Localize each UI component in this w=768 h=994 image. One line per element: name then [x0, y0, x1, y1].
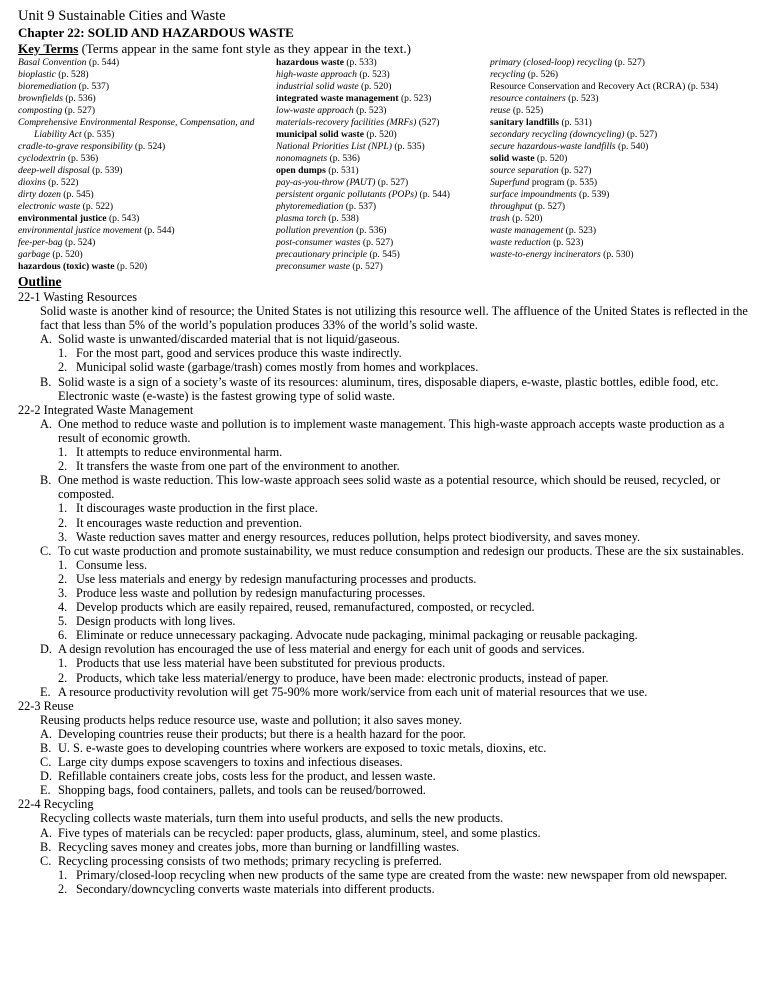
outline-paragraph: Reusing products helps reduce resource use, waste and pollution; it also saves money.: [40, 712, 462, 727]
key-term: [490, 237, 754, 249]
outline-marker: 1.: [58, 557, 68, 572]
outline-text: Solid waste is a sign of a society’s waste of its resources: aluminum, tires, disposable diapers, e-waste, plastic bottles, edible food, etc. Electronic waste (e-waste) is the fastest growing type of solid waste.: [58, 374, 719, 403]
key-term-name: waste management: [490, 225, 564, 236]
outline-text: Developing countries reuse their products; but there is a health hazard for the poor.: [58, 726, 466, 741]
outline-item: [18, 375, 754, 403]
outline-marker: A.: [40, 332, 52, 347]
key-term-page: (p. 536): [327, 153, 360, 164]
outline-marker: A.: [40, 825, 52, 840]
key-term-page: (p. 537): [343, 201, 377, 212]
outline-section-heading: 22-4 Recycling: [18, 797, 94, 812]
outline-item: [18, 854, 754, 868]
key-term-name: sanitary landfills: [490, 117, 560, 128]
key-term-page: (p. 522): [45, 177, 79, 188]
outline-marker: D.: [40, 769, 52, 784]
key-term-page: (p. 531): [325, 165, 359, 176]
key-term: [18, 117, 276, 129]
key-term-name: hazardous (toxic) waste: [18, 261, 115, 272]
key-term-page: (p. 533): [343, 57, 377, 68]
outline-text: To cut waste production and promote sustainability, we must reduce consumption and redesign our products. These are the six sustainables.: [58, 543, 744, 558]
document-page: [18, 8, 754, 896]
outline-subitem: [18, 671, 754, 685]
key-term: [276, 117, 490, 129]
key-term-page: (p. 530): [600, 249, 634, 260]
key-term-name: composting: [18, 105, 63, 116]
outline-text: It attempts to reduce environmental harm.: [76, 445, 283, 460]
key-term-name: primary (closed-loop) recycling: [490, 57, 613, 68]
key-term: [490, 57, 754, 69]
outline-text: Solid waste is unwanted/discarded material that is not liquid/gaseous.: [58, 332, 400, 347]
outline-marker: 1.: [58, 445, 68, 460]
key-term: [276, 237, 490, 249]
key-term: [276, 69, 490, 81]
key-term-name: National Priorities List (NPL): [276, 141, 392, 152]
outline-marker: 2.: [58, 670, 68, 685]
key-term-page: (p. 520): [49, 249, 83, 260]
key-term-name: bioplastic: [18, 69, 56, 80]
outline-marker: B.: [40, 839, 52, 854]
outline-marker: 5.: [58, 614, 68, 629]
outline-text: Municipal solid waste (garbage/trash) comes mostly from homes and workplaces.: [76, 360, 479, 375]
outline-subitem: [18, 586, 754, 600]
key-term-name: pollution prevention: [276, 225, 354, 236]
key-term-name: materials-recovery facilities (MRFs): [276, 117, 417, 128]
outline-subitem: [18, 882, 754, 896]
key-term-name: deep-well disposal: [18, 165, 90, 176]
key-term-name: recycling: [490, 69, 526, 80]
key-term-page: (p. 539): [89, 165, 123, 176]
key-term-name: cyclodextrin: [18, 153, 66, 164]
key-term-name: precautionary principle: [276, 249, 368, 260]
key-term-name: persistent organic pollutants (POPs): [276, 189, 418, 200]
key-term: [276, 93, 490, 105]
key-term-name: waste-to-energy incinerators: [490, 249, 601, 260]
key-term-page: (p. 527): [360, 237, 394, 248]
key-term-page: (p. 527): [375, 177, 409, 188]
key-term: [18, 57, 276, 69]
outline-subitem: [18, 600, 754, 614]
key-term: [18, 69, 276, 81]
outline-text: One method is waste reduction. This low-waste approach sees solid waste as a potential resource, which should be reused, recycled, or composted.: [58, 473, 721, 502]
key-term: [18, 189, 276, 201]
outline-marker: 6.: [58, 628, 68, 643]
outline-marker: B.: [40, 741, 52, 755]
key-term: [18, 261, 276, 273]
key-term: [18, 237, 276, 249]
key-term: [276, 225, 490, 237]
key-term: [18, 201, 276, 213]
key-term-page: (p. 523): [398, 93, 432, 104]
key-term-name: open dumps: [276, 165, 326, 176]
outline-section-heading: 22-1 Wasting Resources: [18, 290, 137, 304]
key-term: [276, 261, 490, 273]
key-term-page: (p. 520): [358, 81, 392, 92]
key-term-page: (p. 536): [65, 153, 99, 164]
key-term-page: (p. 535): [81, 129, 115, 140]
outline-marker: E.: [40, 684, 51, 699]
key-term-name: bioremediation: [18, 81, 77, 92]
key-term-page: (p. 527): [558, 165, 592, 176]
outline-marker: 2.: [58, 360, 68, 375]
outline-marker: B.: [40, 374, 52, 389]
outline-marker: C.: [40, 755, 52, 770]
outline-subitem: [18, 868, 754, 882]
key-term-name: dioxins: [18, 177, 46, 188]
outline-subitem: [18, 530, 754, 544]
key-term: [490, 249, 754, 261]
outline-text: Design products with long lives.: [76, 614, 236, 629]
outline-marker: E.: [40, 783, 51, 798]
key-term-page: (p. 537): [76, 81, 110, 92]
key-term: [276, 153, 490, 165]
key-term-name: cradle-to-grave responsibility: [18, 141, 133, 152]
outline-item: [18, 417, 754, 445]
key-term: [490, 213, 754, 225]
key-term-name: Liability Act: [34, 129, 82, 140]
key-term: [490, 165, 754, 177]
outline-text: Secondary/downcycling converts waste materials into different products.: [76, 881, 435, 896]
outline-marker: 1.: [58, 346, 68, 361]
outline-marker: 1.: [58, 656, 68, 671]
outline-subitem: [18, 628, 754, 642]
key-term: [276, 177, 490, 189]
key-terms-label: Key Terms: [18, 41, 79, 56]
key-term: [276, 165, 490, 177]
key-term-page: (p. 535): [391, 141, 425, 152]
key-term: [490, 153, 754, 165]
key-term-name: phytoremediation: [276, 201, 344, 212]
outline-paragraph: Solid waste is another kind of resource; the United States is not utilizing this resource well. The affluence of the United States is reflected in the fact that less than 5% of the world’s population produces 33% of the world’s solid waste.: [40, 304, 748, 333]
outline-marker: A.: [40, 416, 52, 431]
key-term: [18, 165, 276, 177]
outline-body: [18, 290, 754, 896]
key-term: [18, 141, 276, 153]
outline-item: [18, 826, 754, 840]
outline-text: Five types of materials can be recycled: paper products, glass, aluminum, steel, and some plastics.: [58, 825, 541, 840]
key-term-page: (p. 523): [353, 105, 387, 116]
outline-marker: B.: [40, 473, 52, 488]
key-term-name: source separation: [490, 165, 559, 176]
key-term: [18, 249, 276, 261]
outline-text: Consume less.: [76, 557, 148, 572]
key-term-page: (p. 540): [615, 141, 649, 152]
key-term-page: (p. 520): [363, 129, 397, 140]
outline-item: [18, 642, 754, 656]
outline-subitem: [18, 445, 754, 459]
outline-text: Develop products which are easily repaired, reused, remanufactured, composted, or recycled.: [76, 600, 535, 615]
outline-text: A resource productivity revolution will get 75-90% more work/service from each unit of material resources that we use.: [58, 684, 648, 699]
chapter-title: Chapter 22: SOLID AND HAZARDOUS WASTE: [18, 25, 294, 40]
key-term: [18, 129, 276, 141]
key-term-name: high-waste approach: [276, 69, 357, 80]
outline-text: Products, which take less material/energy to produce, have been made: electronic products, instead of paper.: [76, 670, 609, 685]
key-term-page: (p. 527): [350, 261, 383, 272]
key-term: [276, 105, 490, 117]
key-term-page: (p. 543): [106, 213, 140, 224]
outline-marker: 2.: [58, 515, 68, 530]
key-term-page: program (p. 535): [529, 177, 598, 188]
key-term: [276, 141, 490, 153]
outline-item: [18, 544, 754, 558]
key-terms-heading: [18, 41, 754, 56]
key-term: [490, 81, 754, 93]
key-term: [18, 177, 276, 189]
key-term-page: (p. 523): [563, 225, 597, 236]
key-terms-column-2: [276, 57, 490, 273]
outline-text: Refillable containers create jobs, costs less for the product, and lessen waste.: [58, 769, 436, 784]
key-term: [18, 81, 276, 93]
key-terms-column-3: [490, 57, 754, 273]
outline-subitem: [18, 501, 754, 515]
key-term: [490, 189, 754, 201]
key-term-name: Resource Conservation and Recovery Act (RCRA): [490, 81, 686, 92]
key-term-page: (p. 528): [55, 69, 89, 80]
outline-text: Recycling processing consists of two methods; primary recycling is preferred.: [58, 853, 442, 868]
key-term: [18, 225, 276, 237]
key-term: [490, 141, 754, 153]
key-term-page: (p. 539): [576, 189, 610, 200]
key-term: [490, 69, 754, 81]
key-term-page: (p. 527): [612, 57, 645, 68]
outline-text: Primary/closed-loop recycling when new products of the same type are created from the waste: new newspaper from old newspaper.: [76, 867, 728, 882]
key-term-name: secure hazardous-waste landfills: [490, 141, 616, 152]
outline-item: [18, 741, 754, 755]
outline-item: [18, 840, 754, 854]
outline-text: It transfers the waste from one part of the environment to another.: [76, 459, 400, 474]
key-term-page: (p. 527): [62, 105, 96, 116]
outline-subitem: [18, 572, 754, 586]
key-term-page: (p. 526): [525, 69, 559, 80]
outline-subitem: [18, 360, 754, 374]
key-term: [276, 213, 490, 225]
outline-marker: 1.: [58, 501, 68, 516]
key-term-name: solid waste: [490, 153, 535, 164]
outline-item: [18, 783, 754, 797]
key-term: [490, 93, 754, 105]
outline-item: [18, 332, 754, 346]
key-term-page: (p. 520): [534, 153, 568, 164]
unit-title: Unit 9 Sustainable Cities and Waste: [18, 8, 226, 24]
outline-marker: 2.: [58, 459, 68, 474]
outline-section-heading: 22-3 Reuse: [18, 698, 74, 713]
key-term-page: (p. 520): [509, 213, 543, 224]
key-term-page: (p. 524): [132, 141, 166, 152]
key-term-name: environmental justice movement: [18, 225, 142, 236]
outline-marker: 3.: [58, 585, 68, 600]
key-term-name: electronic waste: [18, 201, 81, 212]
key-term: [490, 225, 754, 237]
outline-text: Use less materials and energy by redesign manufacturing processes and products.: [76, 571, 477, 586]
outline-marker: 4.: [58, 600, 68, 615]
key-term-name: environmental justice: [18, 213, 107, 224]
key-term-name: fee-per-bag: [18, 237, 63, 248]
key-term-name: reuse: [490, 105, 511, 116]
outline-item: [18, 685, 754, 699]
key-term-name: hazardous waste: [276, 57, 344, 68]
key-term-name: nonomagnets: [276, 153, 328, 164]
outline-subitem: [18, 346, 754, 360]
outline-text: Recycling saves money and creates jobs, more than burning or landfilling wastes.: [58, 839, 460, 854]
key-term-page: (p. 523): [550, 237, 584, 248]
key-term-page: (p. 523): [356, 69, 390, 80]
key-term-page: (527): [416, 117, 440, 128]
key-term-page: (p. 545): [367, 249, 400, 260]
outline-section-heading: 22-2 Integrated Waste Management: [18, 402, 194, 417]
key-terms-column-1: [18, 57, 276, 273]
key-term-page: (p. 520): [114, 261, 148, 272]
key-term-page: (p. 534): [685, 81, 719, 92]
outline-text: A design revolution has encouraged the use of less material and energy for each unit of goods and services.: [58, 642, 585, 657]
key-term-name: integrated waste management: [276, 93, 399, 104]
key-term-page: (p. 545): [60, 189, 94, 200]
key-term-name: Basal Convention: [18, 57, 87, 68]
key-term-page: (p. 525): [510, 105, 544, 116]
outline-item: [18, 473, 754, 501]
key-term: [18, 213, 276, 225]
outline-heading: Outline: [18, 274, 62, 289]
outline-marker: D.: [40, 642, 52, 657]
outline-text: Waste reduction saves matter and energy resources, reduces pollution, helps protect biodiversity, and saves money.: [76, 529, 641, 544]
key-term-name: trash: [490, 213, 510, 224]
outline-text: For the most part, good and services produce this waste indirectly.: [76, 346, 402, 361]
outline-item: [18, 755, 754, 769]
key-term-name: industrial solid waste: [276, 81, 359, 92]
outline-text: Large city dumps expose scavengers to toxins and infectious diseases.: [58, 755, 403, 770]
outline-subitem: [18, 614, 754, 628]
key-term-page: (p. 536): [353, 225, 387, 236]
outline-marker: 2.: [58, 571, 68, 586]
key-term-page: (p. 536): [62, 93, 96, 104]
key-term-name: plasma torch: [276, 213, 327, 224]
outline-text: U. S. e-waste goes to developing countries where workers are exposed to toxic metals, dioxins, etc.: [58, 741, 547, 755]
outline-text: It encourages waste reduction and prevention.: [76, 515, 303, 530]
key-term: [490, 177, 754, 189]
outline-marker: C.: [40, 853, 52, 868]
key-term-page: (p. 544): [141, 225, 175, 236]
key-term: [276, 189, 490, 201]
outline-marker: 2.: [58, 881, 68, 896]
outline-item: [18, 727, 754, 741]
key-term-page: (p. 544): [417, 189, 450, 200]
key-term-name: preconsumer waste: [276, 261, 350, 272]
outline-item: [18, 769, 754, 783]
outline-text: Eliminate or reduce unnecessary packaging. Advocate nude packaging, minimal packaging or reusable packaging.: [76, 628, 638, 643]
key-term: [18, 105, 276, 117]
key-term: [490, 105, 754, 117]
outline-text: Products that use less material have been substituted for previous products.: [76, 656, 446, 671]
key-terms-note: (Terms appear in the same font style as they appear in the text.): [78, 41, 411, 56]
key-term-page: (p. 531): [559, 117, 592, 128]
key-term-name: waste reduction: [490, 237, 551, 248]
key-term-page: (p. 522): [80, 201, 114, 212]
outline-marker: 1.: [58, 867, 68, 882]
key-term-name: low-waste approach: [276, 105, 354, 116]
outline-subitem: [18, 558, 754, 572]
key-term-name: resource containers: [490, 93, 566, 104]
key-term-page: (p. 524): [62, 237, 96, 248]
key-terms-list: [18, 57, 754, 273]
key-term: [276, 129, 490, 141]
key-term: [18, 93, 276, 105]
outline-subitem: [18, 459, 754, 473]
key-term-name: brownfields: [18, 93, 63, 104]
key-term: [490, 201, 754, 213]
key-term-page: (p. 544): [86, 57, 120, 68]
outline-text: It discourages waste production in the first place.: [76, 501, 318, 516]
key-term-page: (p. 527): [624, 129, 658, 140]
key-term-name: pay-as-you-throw (PAUT): [276, 177, 376, 188]
outline-subitem: [18, 656, 754, 670]
key-term: [490, 129, 754, 141]
key-term: [18, 153, 276, 165]
key-term-name: garbage: [18, 249, 50, 260]
key-term: [276, 81, 490, 93]
key-term-name: surface impoundments: [490, 189, 577, 200]
outline-subitem: [18, 516, 754, 530]
outline-text: Produce less waste and pollution by redesign manufacturing processes.: [76, 585, 426, 600]
outline-marker: 3.: [58, 529, 68, 544]
outline-text: One method to reduce waste and pollution is to implement waste management. This high-waste approach accepts waste production as a result of economic growth.: [58, 416, 725, 445]
key-term-name: Superfund: [490, 177, 530, 188]
key-term: [276, 57, 490, 69]
key-term-name: municipal solid waste: [276, 129, 364, 140]
key-term-page: (p. 523): [565, 93, 599, 104]
key-term-name: post-consumer wastes: [276, 237, 361, 248]
key-term: [276, 201, 490, 213]
key-term-name: secondary recycling (downcycling): [490, 129, 625, 140]
outline-marker: A.: [40, 726, 52, 741]
key-term: [276, 249, 490, 261]
outline-paragraph: Recycling collects waste materials, turn them into useful products, and sells the new products.: [40, 811, 504, 826]
key-term-name: throughput: [490, 201, 533, 212]
outline-text: Shopping bags, food containers, pallets, and tools can be reused/borrowed.: [58, 783, 426, 798]
key-term-page: (p. 538): [326, 213, 359, 224]
outline-marker: C.: [40, 543, 52, 558]
key-term-name: Comprehensive Environmental Response, Compensation, and: [18, 117, 255, 128]
key-term-name: dirty dozen: [18, 189, 61, 200]
key-term: [490, 117, 754, 129]
key-term-page: (p. 527): [532, 201, 566, 212]
